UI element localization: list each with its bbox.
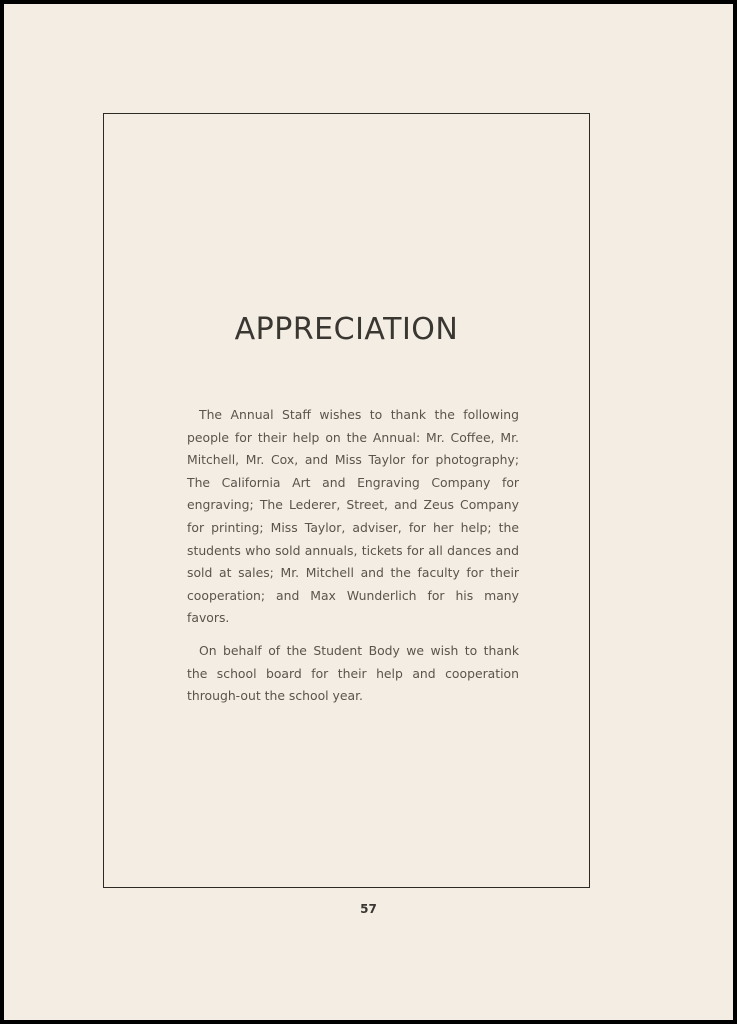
- page-title: APPRECIATION: [234, 312, 459, 347]
- yearbook-page: [4, 4, 733, 1020]
- page-number: 57: [360, 902, 377, 916]
- paragraph-thanks: The Annual Staff wishes to thank the following people for their help on the Annual: Mr. Coffee, Mr. Mitchell, Mr. Cox, and Miss Taylor for photography; The California Art and Engraving Company for engraving; The Lederer, Street, and Zeus Company for printing; Miss Taylor, adviser, for her help; the students who sold annuals, tickets for all dances and sold at sales; Mr. Mitchell and the faculty for their cooperation; and Max Wunderlich for his many favors.: [187, 407, 519, 626]
- page-frame: [103, 113, 590, 888]
- appreciation-text: [187, 404, 519, 718]
- paragraph-student-body: On behalf of the Student Body we wish to thank the school board for their help and cooperation through-out the school year.: [187, 642, 519, 704]
